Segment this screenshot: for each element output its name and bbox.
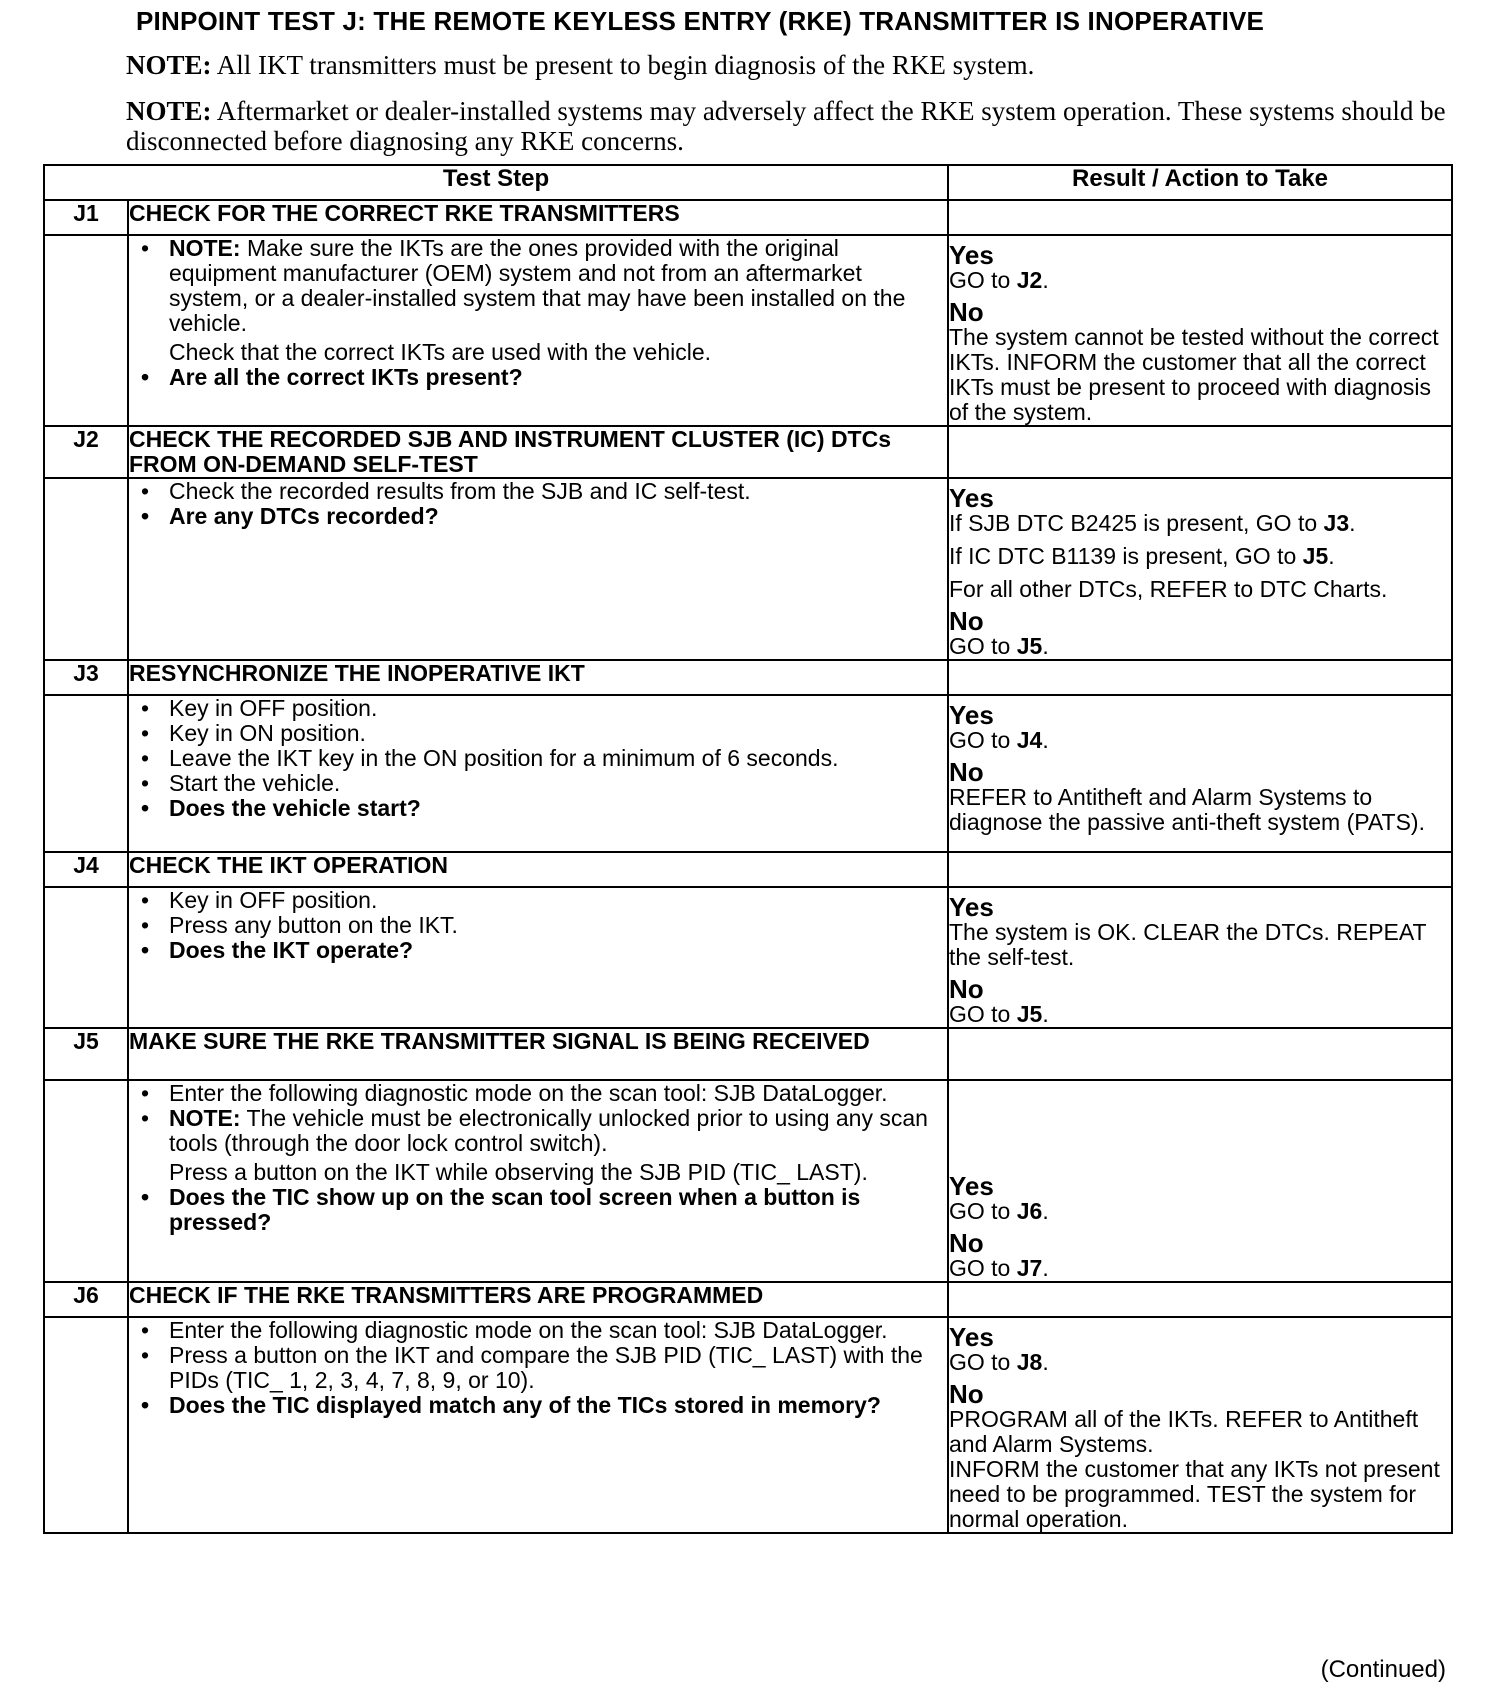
yes-action <box>949 544 1451 569</box>
result-cell <box>948 235 1452 426</box>
note-continuation: Check that the correct IKTs are used with the vehicle. <box>169 339 712 365</box>
yes-label: Yes <box>949 700 994 730</box>
note-aftermarket <box>126 96 1466 156</box>
action-text: GO to <box>949 633 1017 659</box>
action-text-end: . <box>1042 1255 1049 1281</box>
step-id: J3 <box>44 660 128 695</box>
no-label: No <box>949 606 984 636</box>
step-j3-body-row <box>44 695 1452 852</box>
note-label: NOTE: <box>169 1105 241 1131</box>
pinpoint-test-table <box>43 164 1453 1534</box>
header-result-action: Result / Action to Take <box>948 165 1452 200</box>
yes-action <box>949 1199 1451 1224</box>
step-body <box>128 235 948 426</box>
step-j2-body-row <box>44 478 1452 660</box>
action-text: GO to <box>949 1255 1017 1281</box>
result-cell-top <box>948 660 1452 695</box>
yes-label: Yes <box>949 1171 994 1201</box>
header-test-step: Test Step <box>44 165 948 200</box>
action-text: GO to <box>949 727 1017 753</box>
step-id: J5 <box>44 1028 128 1080</box>
step-title: CHECK THE IKT OPERATION <box>128 852 948 887</box>
page-title: PINPOINT TEST J: THE REMOTE KEYLESS ENTRY (RKE) TRANSMITTER IS INOPERATIVE <box>136 6 1265 36</box>
result-cell-top <box>948 1028 1452 1080</box>
action-text: If SJB DTC B2425 is present, GO to <box>949 510 1324 536</box>
step-body <box>128 1080 948 1282</box>
list-item <box>129 1106 947 1185</box>
list-item-question: • Does the TIC displayed match any of the TICs stored in memory? <box>129 1393 947 1418</box>
list-item: • Check the recorded results from the SJB and IC self-test. <box>129 479 947 504</box>
yes-label: Yes <box>949 892 994 922</box>
step-body <box>128 1317 948 1533</box>
list-item-question: • Does the IKT operate? <box>129 938 947 963</box>
action-text-end: . <box>1042 267 1049 293</box>
no-action: PROGRAM all of the IKTs. REFER to Antitheft and Alarm Systems. <box>949 1406 1419 1457</box>
list-item: • Enter the following diagnostic mode on the scan tool: SJB DataLogger. <box>129 1318 947 1343</box>
goto-target: J2 <box>1016 267 1043 293</box>
no-label: No <box>949 974 984 1004</box>
no-label: No <box>949 757 984 787</box>
step-list <box>129 1081 947 1235</box>
note-ikt-present <box>126 50 1466 80</box>
step-title: CHECK THE RECORDED SJB AND INSTRUMENT CLUSTER (IC) DTCs FROM ON-DEMAND SELF-TEST <box>128 426 948 478</box>
note-text: All IKT transmitters must be present to begin diagnosis of the RKE system. <box>211 50 1035 80</box>
step-list <box>129 888 947 963</box>
result-cell-top <box>948 200 1452 235</box>
list-item-question: • Does the vehicle start? <box>129 796 947 821</box>
no-action: INFORM the customer that any IKTs not present need to be programmed. TEST the system for normal operation. <box>949 1456 1440 1532</box>
no-action: The system cannot be tested without the correct IKTs. INFORM the customer that all the correct IKTs must be present to proceed with diagnosis of the system. <box>949 324 1439 425</box>
step-j4-heading-row <box>44 852 1452 887</box>
no-label: No <box>949 1228 984 1258</box>
action-text: GO to <box>949 267 1017 293</box>
step-id: J1 <box>44 200 128 235</box>
step-j1-heading-row <box>44 200 1452 235</box>
step-title: CHECK FOR THE CORRECT RKE TRANSMITTERS <box>128 200 948 235</box>
yes-action <box>949 1350 1451 1375</box>
list-item: • Key in OFF position. <box>129 888 947 913</box>
step-j4-body-row <box>44 887 1452 1028</box>
step-id-blank <box>44 695 128 852</box>
step-title: CHECK IF THE RKE TRANSMITTERS ARE PROGRAMMED <box>128 1282 948 1317</box>
yes-label: Yes <box>949 483 994 513</box>
step-title: MAKE SURE THE RKE TRANSMITTER SIGNAL IS BEING RECEIVED <box>128 1028 948 1080</box>
step-list <box>129 236 947 390</box>
no-action <box>949 1002 1451 1027</box>
no-action <box>949 634 1451 659</box>
action-text: GO to <box>949 1349 1017 1375</box>
step-j5-body-row <box>44 1080 1452 1282</box>
goto-target: J4 <box>1016 727 1043 753</box>
step-id-blank <box>44 235 128 426</box>
action-text: GO to <box>949 1198 1017 1224</box>
no-action: REFER to Antitheft and Alarm Systems to diagnose the passive anti-theft system (PATS). <box>949 784 1425 835</box>
goto-target: J5 <box>1302 543 1329 569</box>
list-item: • Key in ON position. <box>129 721 947 746</box>
action-text-end: . <box>1042 1198 1049 1224</box>
step-id-blank <box>44 1080 128 1282</box>
goto-target: J5 <box>1016 1001 1043 1027</box>
note-text: Aftermarket or dealer-installed systems may adversely affect the RKE system operation. These systems should be disconnected before diagnosing any RKE concerns. <box>126 96 1446 156</box>
step-j5-heading-row <box>44 1028 1452 1080</box>
step-id-blank <box>44 478 128 660</box>
continued-label: (Continued) <box>1320 1656 1446 1683</box>
action-text-end: . <box>1328 543 1335 569</box>
result-cell <box>948 1080 1452 1282</box>
list-item: • Enter the following diagnostic mode on the scan tool: SJB DataLogger. <box>129 1081 947 1106</box>
goto-target: J6 <box>1016 1198 1043 1224</box>
action-text-end: . <box>1042 727 1049 753</box>
goto-target: J8 <box>1016 1349 1043 1375</box>
note-label: NOTE: <box>126 50 212 80</box>
step-id-blank <box>44 887 128 1028</box>
table-header-row <box>44 165 1452 200</box>
note-label: NOTE: <box>126 96 212 126</box>
step-j6-body-row <box>44 1317 1452 1533</box>
step-id: J6 <box>44 1282 128 1317</box>
step-list <box>129 696 947 821</box>
result-cell <box>948 695 1452 852</box>
action-text-end: . <box>1042 1001 1049 1027</box>
step-j1-body-row <box>44 235 1452 426</box>
step-body <box>128 695 948 852</box>
yes-action: The system is OK. CLEAR the DTCs. REPEAT the self-test. <box>949 919 1427 970</box>
note-continuation: Press a button on the IKT while observing the SJB PID (TIC_ LAST). <box>169 1159 868 1185</box>
step-body <box>128 887 948 1028</box>
step-j2-heading-row <box>44 426 1452 478</box>
goto-target: J7 <box>1016 1255 1043 1281</box>
list-item: • Press a button on the IKT and compare the SJB PID (TIC_ LAST) with the PIDs (TIC_ 1, 2, 3, 4, 7, 8, 9, or 10). <box>129 1343 947 1393</box>
result-cell-top <box>948 426 1452 478</box>
step-body <box>128 478 948 660</box>
step-j6-heading-row <box>44 1282 1452 1317</box>
list-item: • Key in OFF position. <box>129 696 947 721</box>
list-item-question: • Are any DTCs recorded? <box>129 504 947 529</box>
result-cell-top <box>948 852 1452 887</box>
yes-action <box>949 728 1451 753</box>
list-item-question: • Does the TIC show up on the scan tool screen when a button is pressed? <box>129 1185 947 1235</box>
action-text-end: . <box>1042 1349 1049 1375</box>
note-text: The vehicle must be electronically unlocked prior to using any scan tools (through the door lock control switch). <box>169 1105 928 1156</box>
step-j3-heading-row <box>44 660 1452 695</box>
list-item-question: • Are all the correct IKTs present? <box>129 365 947 390</box>
result-cell <box>948 887 1452 1028</box>
result-cell-top <box>948 1282 1452 1317</box>
list-item <box>129 236 947 365</box>
action-text-end: . <box>1042 633 1049 659</box>
yes-label: Yes <box>949 240 994 270</box>
step-list <box>129 479 947 529</box>
step-title: RESYNCHRONIZE THE INOPERATIVE IKT <box>128 660 948 695</box>
action-text: If IC DTC B1139 is present, GO to <box>949 543 1303 569</box>
no-label: No <box>949 297 984 327</box>
step-id: J2 <box>44 426 128 478</box>
result-cell <box>948 478 1452 660</box>
step-id-blank <box>44 1317 128 1533</box>
result-cell <box>948 1317 1452 1533</box>
step-list <box>129 1318 947 1418</box>
no-label: No <box>949 1379 984 1409</box>
yes-label: Yes <box>949 1322 994 1352</box>
yes-action: For all other DTCs, REFER to DTC Charts. <box>949 576 1388 602</box>
no-action <box>949 1256 1451 1281</box>
action-text-end: . <box>1349 510 1356 536</box>
note-label: NOTE: <box>169 235 241 261</box>
list-item: • Start the vehicle. <box>129 771 947 796</box>
yes-action <box>949 268 1451 293</box>
goto-target: J3 <box>1323 510 1350 536</box>
step-id: J4 <box>44 852 128 887</box>
yes-action <box>949 511 1451 536</box>
list-item: • Leave the IKT key in the ON position for a minimum of 6 seconds. <box>129 746 947 771</box>
action-text: GO to <box>949 1001 1017 1027</box>
list-item: • Press any button on the IKT. <box>129 913 947 938</box>
goto-target: J5 <box>1016 633 1043 659</box>
note-text: Make sure the IKTs are the ones provided with the original equipment manufacturer (OEM) system and not from an aftermarket system, or a dealer-installed system that may have been installed on the vehicle. <box>169 235 906 336</box>
